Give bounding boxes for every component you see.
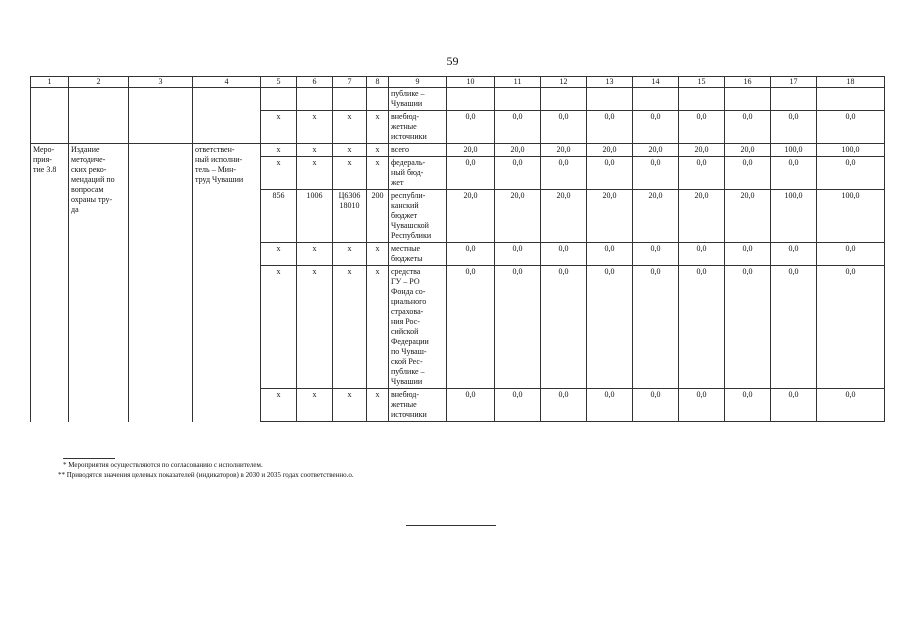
page-number: 59 <box>446 54 459 68</box>
column-header: 7 <box>333 77 367 88</box>
empty-cell <box>817 88 885 111</box>
budget-code: х <box>367 144 389 157</box>
amount-cell: 100,0 <box>771 190 817 243</box>
amount-cell: 0,0 <box>495 389 541 422</box>
budget-code: х <box>333 157 367 190</box>
budget-code: х <box>297 266 333 389</box>
amount-cell: 0,0 <box>633 266 679 389</box>
column-header: 11 <box>495 77 541 88</box>
amount-cell: 0,0 <box>725 243 771 266</box>
empty-cell <box>587 88 633 111</box>
amount-cell: 20,0 <box>725 190 771 243</box>
column-header: 2 <box>69 77 129 88</box>
empty-cell <box>297 88 333 111</box>
empty-cell <box>725 88 771 111</box>
amount-cell: 0,0 <box>633 111 679 144</box>
funding-source: всего <box>389 144 447 157</box>
amount-cell: 0,0 <box>587 111 633 144</box>
column-header: 9 <box>389 77 447 88</box>
empty-cell <box>495 88 541 111</box>
amount-cell: 20,0 <box>633 144 679 157</box>
amount-cell: 0,0 <box>495 157 541 190</box>
table-row <box>31 144 885 157</box>
empty-cell <box>193 88 261 144</box>
budget-code: х <box>297 157 333 190</box>
amount-cell: 0,0 <box>679 111 725 144</box>
amount-cell: 0,0 <box>447 389 495 422</box>
measure-name: Издание методиче- ских реко- мендаций по вопросам охраны тру- да <box>69 144 129 422</box>
amount-cell: 0,0 <box>817 157 885 190</box>
amount-cell: 0,0 <box>725 266 771 389</box>
amount-cell: 100,0 <box>817 190 885 243</box>
amount-cell: 0,0 <box>447 266 495 389</box>
amount-cell: 0,0 <box>541 111 587 144</box>
empty-cell <box>447 88 495 111</box>
budget-code: х <box>261 389 297 422</box>
funding-source: республи- канский бюджет Чувашской Республики <box>389 190 447 243</box>
budget-code: 856 <box>261 190 297 243</box>
funding-source: публике – Чувашии <box>389 88 447 111</box>
budget-code: х <box>297 111 333 144</box>
empty-cell <box>633 88 679 111</box>
header-row <box>31 77 885 88</box>
column-header: 15 <box>679 77 725 88</box>
budget-code: х <box>261 144 297 157</box>
budget-code: х <box>333 243 367 266</box>
budget-code: 200 <box>367 190 389 243</box>
amount-cell: 0,0 <box>587 266 633 389</box>
amount-cell: 20,0 <box>725 144 771 157</box>
budget-code: х <box>261 157 297 190</box>
amount-cell: 0,0 <box>495 243 541 266</box>
budget-code: х <box>261 266 297 389</box>
amount-cell: 20,0 <box>495 144 541 157</box>
budget-code: х <box>367 243 389 266</box>
amount-cell: 0,0 <box>587 157 633 190</box>
empty-cell <box>31 88 69 144</box>
amount-cell: 0,0 <box>817 266 885 389</box>
amount-cell: 0,0 <box>541 266 587 389</box>
budget-code: х <box>261 111 297 144</box>
funding-source: внебюд- жетные источники <box>389 111 447 144</box>
budget-code: х <box>333 266 367 389</box>
column-header: 16 <box>725 77 771 88</box>
column-header: 1 <box>31 77 69 88</box>
column-header: 14 <box>633 77 679 88</box>
column-header: 13 <box>587 77 633 88</box>
budget-code: х <box>297 389 333 422</box>
column-header: 4 <box>193 77 261 88</box>
amount-cell: 0,0 <box>771 266 817 389</box>
table-row <box>31 88 885 111</box>
amount-cell: 100,0 <box>817 144 885 157</box>
column-header: 10 <box>447 77 495 88</box>
budget-table <box>30 76 885 422</box>
empty-cell <box>679 88 725 111</box>
amount-cell: 0,0 <box>633 157 679 190</box>
amount-cell: 20,0 <box>679 190 725 243</box>
budget-code: х <box>367 111 389 144</box>
footnote-2: ** Приводятся значения целевых показателей (индикаторов) в 2030 и 2035 годах соответственно.о. <box>58 471 354 479</box>
amount-cell: 0,0 <box>541 243 587 266</box>
amount-cell: 0,0 <box>771 111 817 144</box>
budget-code: х <box>297 144 333 157</box>
measure-id: Меро- прия- тие 3.8 <box>31 144 69 422</box>
column-header: 6 <box>297 77 333 88</box>
amount-cell: 20,0 <box>541 190 587 243</box>
budget-code: х <box>333 111 367 144</box>
amount-cell: 0,0 <box>541 389 587 422</box>
amount-cell: 20,0 <box>587 144 633 157</box>
budget-code: х <box>367 266 389 389</box>
amount-cell: 0,0 <box>679 266 725 389</box>
amount-cell: 0,0 <box>633 243 679 266</box>
empty-cell <box>771 88 817 111</box>
amount-cell: 0,0 <box>447 243 495 266</box>
amount-cell: 0,0 <box>495 266 541 389</box>
funding-source: внебюд- жетные источники <box>389 389 447 422</box>
amount-cell: 20,0 <box>587 190 633 243</box>
budget-code: 1006 <box>297 190 333 243</box>
column-header: 5 <box>261 77 297 88</box>
empty-cell <box>261 88 297 111</box>
funding-source: федераль- ный бюд- жет <box>389 157 447 190</box>
amount-cell: 20,0 <box>633 190 679 243</box>
budget-code: х <box>367 389 389 422</box>
empty-cell <box>129 88 193 144</box>
amount-cell: 0,0 <box>679 243 725 266</box>
amount-cell: 0,0 <box>587 243 633 266</box>
amount-cell: 0,0 <box>447 111 495 144</box>
budget-code: х <box>333 144 367 157</box>
amount-cell: 0,0 <box>679 157 725 190</box>
amount-cell: 100,0 <box>771 144 817 157</box>
funding-source: местные бюджеты <box>389 243 447 266</box>
amount-cell: 0,0 <box>817 389 885 422</box>
amount-cell: 0,0 <box>725 389 771 422</box>
amount-cell: 0,0 <box>725 157 771 190</box>
empty-cell <box>367 88 389 111</box>
amount-cell: 0,0 <box>633 389 679 422</box>
footnote-rule <box>63 458 115 459</box>
budget-code: х <box>261 243 297 266</box>
column-header: 17 <box>771 77 817 88</box>
column-header: 12 <box>541 77 587 88</box>
amount-cell: 20,0 <box>447 144 495 157</box>
amount-cell: 0,0 <box>495 111 541 144</box>
amount-cell: 0,0 <box>771 157 817 190</box>
amount-cell: 0,0 <box>447 157 495 190</box>
empty-cell <box>541 88 587 111</box>
budget-code: Ц6306 18010 <box>333 190 367 243</box>
amount-cell: 0,0 <box>771 243 817 266</box>
amount-cell: 0,0 <box>587 389 633 422</box>
amount-cell: 0,0 <box>817 111 885 144</box>
empty-cell <box>69 88 129 144</box>
column-header: 3 <box>129 77 193 88</box>
amount-cell: 0,0 <box>817 243 885 266</box>
empty-cell <box>333 88 367 111</box>
amount-cell: 0,0 <box>725 111 771 144</box>
column-header: 8 <box>367 77 389 88</box>
empty-cell <box>129 144 193 422</box>
amount-cell: 20,0 <box>679 144 725 157</box>
amount-cell: 20,0 <box>495 190 541 243</box>
column-header: 18 <box>817 77 885 88</box>
budget-code: х <box>333 389 367 422</box>
footnote-1: * Мероприятия осуществляются по согласованию с исполнителем. <box>63 461 263 469</box>
amount-cell: 20,0 <box>541 144 587 157</box>
amount-cell: 20,0 <box>447 190 495 243</box>
amount-cell: 0,0 <box>679 389 725 422</box>
amount-cell: 0,0 <box>541 157 587 190</box>
measure-executor: ответствен- ный исполни- тель – Мин- труд Чувашии <box>193 144 261 422</box>
budget-code: х <box>367 157 389 190</box>
funding-source: средства ГУ – РО Фонда со- циального страхова- ния Рос- сийской Федерации по Чуваш- ской Рес- публике – Чувашии <box>389 266 447 389</box>
budget-code: х <box>297 243 333 266</box>
amount-cell: 0,0 <box>771 389 817 422</box>
end-rule <box>406 525 496 526</box>
